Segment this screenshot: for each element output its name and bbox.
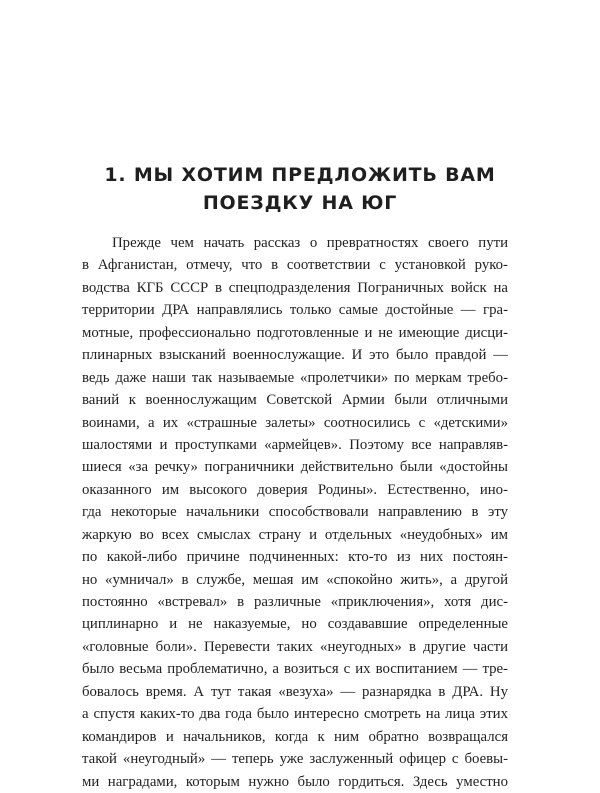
text-line: бовалось время. А тут такая «везуха» — разнарядка в ДРА. Ну [82,683,508,700]
text-line: водства КГБ СССР в спецподразделения Пограничных войск на [82,279,508,296]
text-line: в Афганистан, отмечу, что в соответствии с установкой руко- [82,257,508,274]
text-line: ваний к военнослужащим Советской Армии были отличными [82,392,508,409]
chapter-title [0,161,600,217]
text-line: ведь даже наши так называемые «пролетчики» по меркам требо- [82,369,508,386]
text-line: шиеся «за речку» пограничники действительно были «достойны [82,459,508,476]
text-line: ми наградами, которым нужно было гордиться. Здесь уместно [82,773,508,790]
text-line: постоянно «встревал» в различные «приключения», хотя дис- [82,594,508,610]
text-line: мотные, профессионально подготовленные и не имеющие дисци- [82,324,508,341]
text-line: оказанного им высокого доверия Родины». Естественно, ино- [82,481,508,498]
text-line: по какой-либо причине подчиненных: кто-то из них постоян- [82,549,508,566]
text-line: территории ДРА направлялись только самые достойные — гра- [82,302,508,319]
text-line: но «умничал» в службе, мешая им «спокойно жить», а другой [82,571,508,588]
text-line: плинарных взысканий военнослужащие. И это было правдой — [82,347,508,364]
text-line: циплинарно и не наказуемые, но создававшие определенные [82,616,508,633]
text-line: Прежде чем начать рассказ о превратностях своего пути [112,235,508,251]
text-line: «головные боли». Перевести таких «неугодных» в другие части [82,638,508,655]
body-paragraph [82,232,508,793]
text-line: жаркую во всех смыслах страну и отдельных «неудобных» им [82,526,508,543]
text-line: такой «неугодный» — теперь уже заслуженный офицер с боевы- [82,751,508,768]
text-line: командиров и начальников, когда к ним обратно возвращался [82,728,508,745]
text-line: было весьма проблематично, а возиться с их воспитанием — тре- [82,661,508,678]
chapter-title-line: ПОЕЗДКУ НА ЮГ [202,192,398,214]
chapter-title-line: 1. МЫ ХОТИМ ПРЕДЛОЖИТЬ ВАМ [104,164,496,186]
text-line: воинами, а их «страшные залеты» соотносились с «детскими» [82,414,508,431]
text-line: а спустя каких-то два года было интересно смотреть на лица этих [82,706,508,723]
text-line: шалостями и проступками «армейцев». Поэтому все направляв- [82,436,508,453]
text-line: гда некоторые начальники способствовали направлению в эту [82,504,508,521]
